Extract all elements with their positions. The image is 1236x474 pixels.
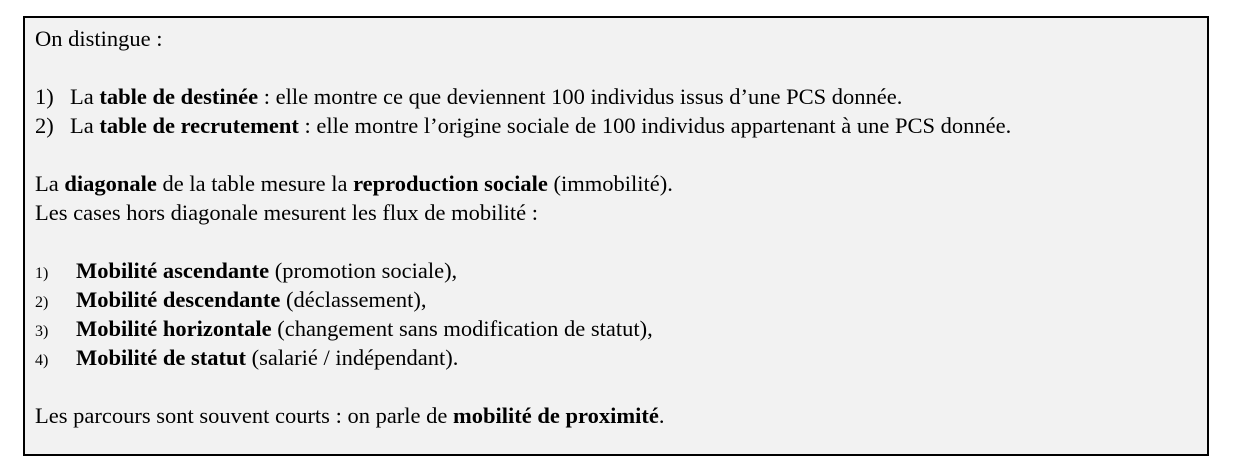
list-number: 3) [35, 323, 49, 340]
text-segment: Les parcours sont souvent courts : on parle de [35, 403, 454, 428]
text-segment: : elle montre ce que deviennent 100 individus issus d’une PCS donnée. [258, 84, 903, 109]
list-item-mobilite-ascendante [35, 256, 1207, 285]
text-segment: La [35, 171, 65, 196]
term-table-destinee: table de destinée [99, 84, 259, 109]
text-segment: (salarié / indépendant). [245, 345, 459, 370]
list-number: 4) [35, 352, 49, 369]
text-segment: (déclassement), [280, 287, 427, 312]
spacer [35, 372, 1207, 401]
list-item-mobilite-horizontale [35, 314, 1207, 343]
term-table-recrutement: table de recrutement [99, 113, 299, 138]
list-item-table-recrutement [35, 111, 1207, 140]
spacer [35, 53, 1207, 82]
term-mobilite-proximite: mobilité de proximité [453, 403, 659, 428]
diagonal-paragraph [35, 169, 1207, 198]
text-segment: La [70, 84, 100, 109]
conclusion-paragraph [35, 401, 1207, 430]
spacer [35, 227, 1207, 256]
text-segment: : elle montre l’origine sociale de 100 individus appartenant à une PCS donnée. [298, 113, 1012, 138]
term-mobilite-horizontale: Mobilité horizontale [76, 316, 272, 341]
text-segment: (changement sans modification de statut), [271, 316, 653, 341]
text-segment: La [70, 113, 100, 138]
text-segment: de la table mesure la [156, 171, 354, 196]
spacer [35, 140, 1207, 169]
text-segment: (immobilité). [547, 171, 673, 196]
list-number: 1) [35, 84, 54, 109]
term-mobilite-statut: Mobilité de statut [76, 345, 246, 370]
list-item-mobilite-statut [35, 343, 1207, 372]
term-mobilite-ascendante: Mobilité ascendante [76, 258, 270, 283]
list-number: 1) [35, 265, 49, 282]
term-mobilite-descendante: Mobilité descendante [76, 287, 281, 312]
definition-box [23, 16, 1209, 456]
term-diagonale: diagonale [64, 171, 157, 196]
off-diagonal-text: Les cases hors diagonale mesurent les flux de mobilité : [35, 200, 538, 225]
list-number: 2) [35, 294, 49, 311]
list-item-table-destinee [35, 82, 1207, 111]
intro-text: On distingue : [35, 26, 163, 51]
text-segment: (promotion sociale), [269, 258, 458, 283]
text-segment: . [658, 403, 665, 428]
list-number: 2) [35, 113, 54, 138]
term-reproduction-sociale: reproduction sociale [353, 171, 548, 196]
list-item-mobilite-descendante [35, 285, 1207, 314]
